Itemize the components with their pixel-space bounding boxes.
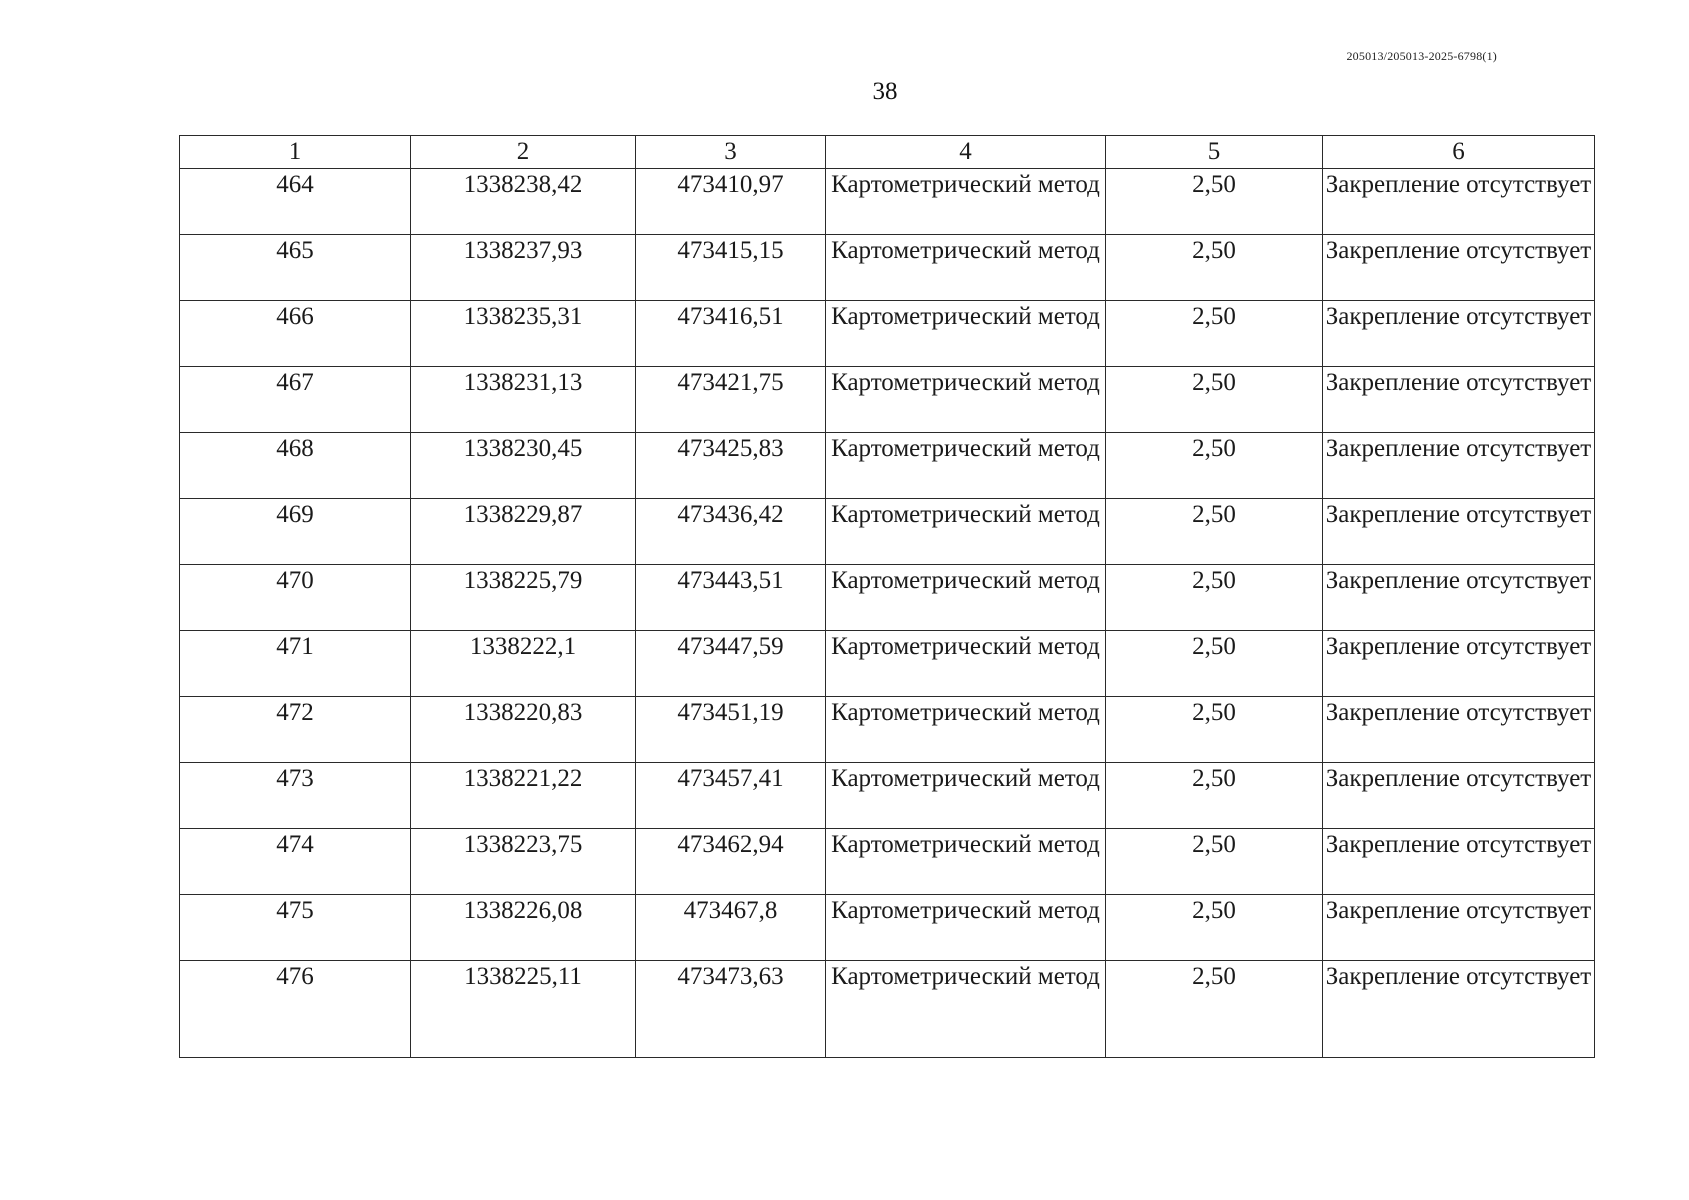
fixing-cell: Закрепление отсутствует: [1323, 829, 1595, 895]
accuracy-cell: 2,50: [1106, 631, 1323, 697]
point-number-cell: 469: [180, 499, 411, 565]
column-header-4: 4: [826, 136, 1106, 169]
coordinate-x-cell: 1338238,42: [411, 169, 636, 235]
coordinate-y-cell: 473451,19: [636, 697, 826, 763]
method-cell: Картометрический метод: [826, 895, 1106, 961]
coordinate-x-cell: 1338237,93: [411, 235, 636, 301]
accuracy-cell: 2,50: [1106, 499, 1323, 565]
accuracy-cell: 2,50: [1106, 961, 1323, 1058]
coordinate-x-cell: 1338225,11: [411, 961, 636, 1058]
table-row: [180, 763, 1595, 829]
method-cell: Картометрический метод: [826, 697, 1106, 763]
point-number-cell: 467: [180, 367, 411, 433]
coordinate-x-cell: 1338231,13: [411, 367, 636, 433]
fixing-cell: Закрепление отсутствует: [1323, 235, 1595, 301]
fixing-cell: Закрепление отсутствует: [1323, 169, 1595, 235]
coordinate-x-cell: 1338230,45: [411, 433, 636, 499]
accuracy-cell: 2,50: [1106, 763, 1323, 829]
method-cell: Картометрический метод: [826, 235, 1106, 301]
method-cell: Картометрический метод: [826, 961, 1106, 1058]
fixing-cell: Закрепление отсутствует: [1323, 301, 1595, 367]
point-number-cell: 468: [180, 433, 411, 499]
table-row: [180, 565, 1595, 631]
table-row: [180, 367, 1595, 433]
table-row: [180, 235, 1595, 301]
point-number-cell: 472: [180, 697, 411, 763]
point-number-cell: 473: [180, 763, 411, 829]
point-number-cell: 471: [180, 631, 411, 697]
fixing-cell: Закрепление отсутствует: [1323, 499, 1595, 565]
page-number: 38: [872, 78, 898, 105]
table-row: [180, 169, 1595, 235]
accuracy-cell: 2,50: [1106, 301, 1323, 367]
fixing-cell: Закрепление отсутствует: [1323, 565, 1595, 631]
accuracy-cell: 2,50: [1106, 895, 1323, 961]
method-cell: Картометрический метод: [826, 631, 1106, 697]
fixing-cell: Закрепление отсутствует: [1323, 433, 1595, 499]
point-number-cell: 466: [180, 301, 411, 367]
column-header-1: 1: [180, 136, 411, 169]
accuracy-cell: 2,50: [1106, 565, 1323, 631]
accuracy-cell: 2,50: [1106, 235, 1323, 301]
accuracy-cell: 2,50: [1106, 169, 1323, 235]
fixing-cell: Закрепление отсутствует: [1323, 763, 1595, 829]
coordinate-y-cell: 473425,83: [636, 433, 826, 499]
column-header-5: 5: [1106, 136, 1323, 169]
table-row: [180, 433, 1595, 499]
coordinate-x-cell: 1338226,08: [411, 895, 636, 961]
table-row: [180, 895, 1595, 961]
point-number-cell: 476: [180, 961, 411, 1058]
table-row: [180, 301, 1595, 367]
table-row: [180, 631, 1595, 697]
point-number-cell: 474: [180, 829, 411, 895]
table-body: [180, 169, 1595, 1058]
accuracy-cell: 2,50: [1106, 697, 1323, 763]
coordinate-y-cell: 473443,51: [636, 565, 826, 631]
fixing-cell: Закрепление отсутствует: [1323, 367, 1595, 433]
coordinate-y-cell: 473421,75: [636, 367, 826, 433]
fixing-cell: Закрепление отсутствует: [1323, 961, 1595, 1058]
point-number-cell: 475: [180, 895, 411, 961]
coordinate-x-cell: 1338223,75: [411, 829, 636, 895]
method-cell: Картометрический метод: [826, 565, 1106, 631]
coordinate-x-cell: 1338221,22: [411, 763, 636, 829]
table-header-row: [180, 136, 1595, 169]
coordinate-y-cell: 473410,97: [636, 169, 826, 235]
table-row: [180, 697, 1595, 763]
method-cell: Картометрический метод: [826, 367, 1106, 433]
coordinate-x-cell: 1338225,79: [411, 565, 636, 631]
method-cell: Картометрический метод: [826, 829, 1106, 895]
fixing-cell: Закрепление отсутствует: [1323, 697, 1595, 763]
accuracy-cell: 2,50: [1106, 367, 1323, 433]
coordinate-y-cell: 473447,59: [636, 631, 826, 697]
table-row: [180, 829, 1595, 895]
coordinate-x-cell: 1338222,1: [411, 631, 636, 697]
method-cell: Картометрический метод: [826, 763, 1106, 829]
table-header: [180, 136, 1595, 169]
method-cell: Картометрический метод: [826, 169, 1106, 235]
coordinate-y-cell: 473436,42: [636, 499, 826, 565]
point-number-cell: 465: [180, 235, 411, 301]
coordinate-x-cell: 1338229,87: [411, 499, 636, 565]
coordinate-y-cell: 473462,94: [636, 829, 826, 895]
coordinate-y-cell: 473416,51: [636, 301, 826, 367]
document-id: 205013/205013-2025-6798(1): [1346, 49, 1497, 63]
column-header-3: 3: [636, 136, 826, 169]
method-cell: Картометрический метод: [826, 301, 1106, 367]
coordinate-x-cell: 1338220,83: [411, 697, 636, 763]
coordinate-x-cell: 1338235,31: [411, 301, 636, 367]
column-header-2: 2: [411, 136, 636, 169]
coordinates-table: [179, 135, 1595, 1058]
fixing-cell: Закрепление отсутствует: [1323, 895, 1595, 961]
coordinate-y-cell: 473457,41: [636, 763, 826, 829]
coordinate-y-cell: 473467,8: [636, 895, 826, 961]
table-row: [180, 961, 1595, 1058]
point-number-cell: 464: [180, 169, 411, 235]
coordinate-y-cell: 473473,63: [636, 961, 826, 1058]
table-row: [180, 499, 1595, 565]
point-number-cell: 470: [180, 565, 411, 631]
fixing-cell: Закрепление отсутствует: [1323, 631, 1595, 697]
accuracy-cell: 2,50: [1106, 433, 1323, 499]
method-cell: Картометрический метод: [826, 499, 1106, 565]
coordinate-y-cell: 473415,15: [636, 235, 826, 301]
accuracy-cell: 2,50: [1106, 829, 1323, 895]
method-cell: Картометрический метод: [826, 433, 1106, 499]
column-header-6: 6: [1323, 136, 1595, 169]
